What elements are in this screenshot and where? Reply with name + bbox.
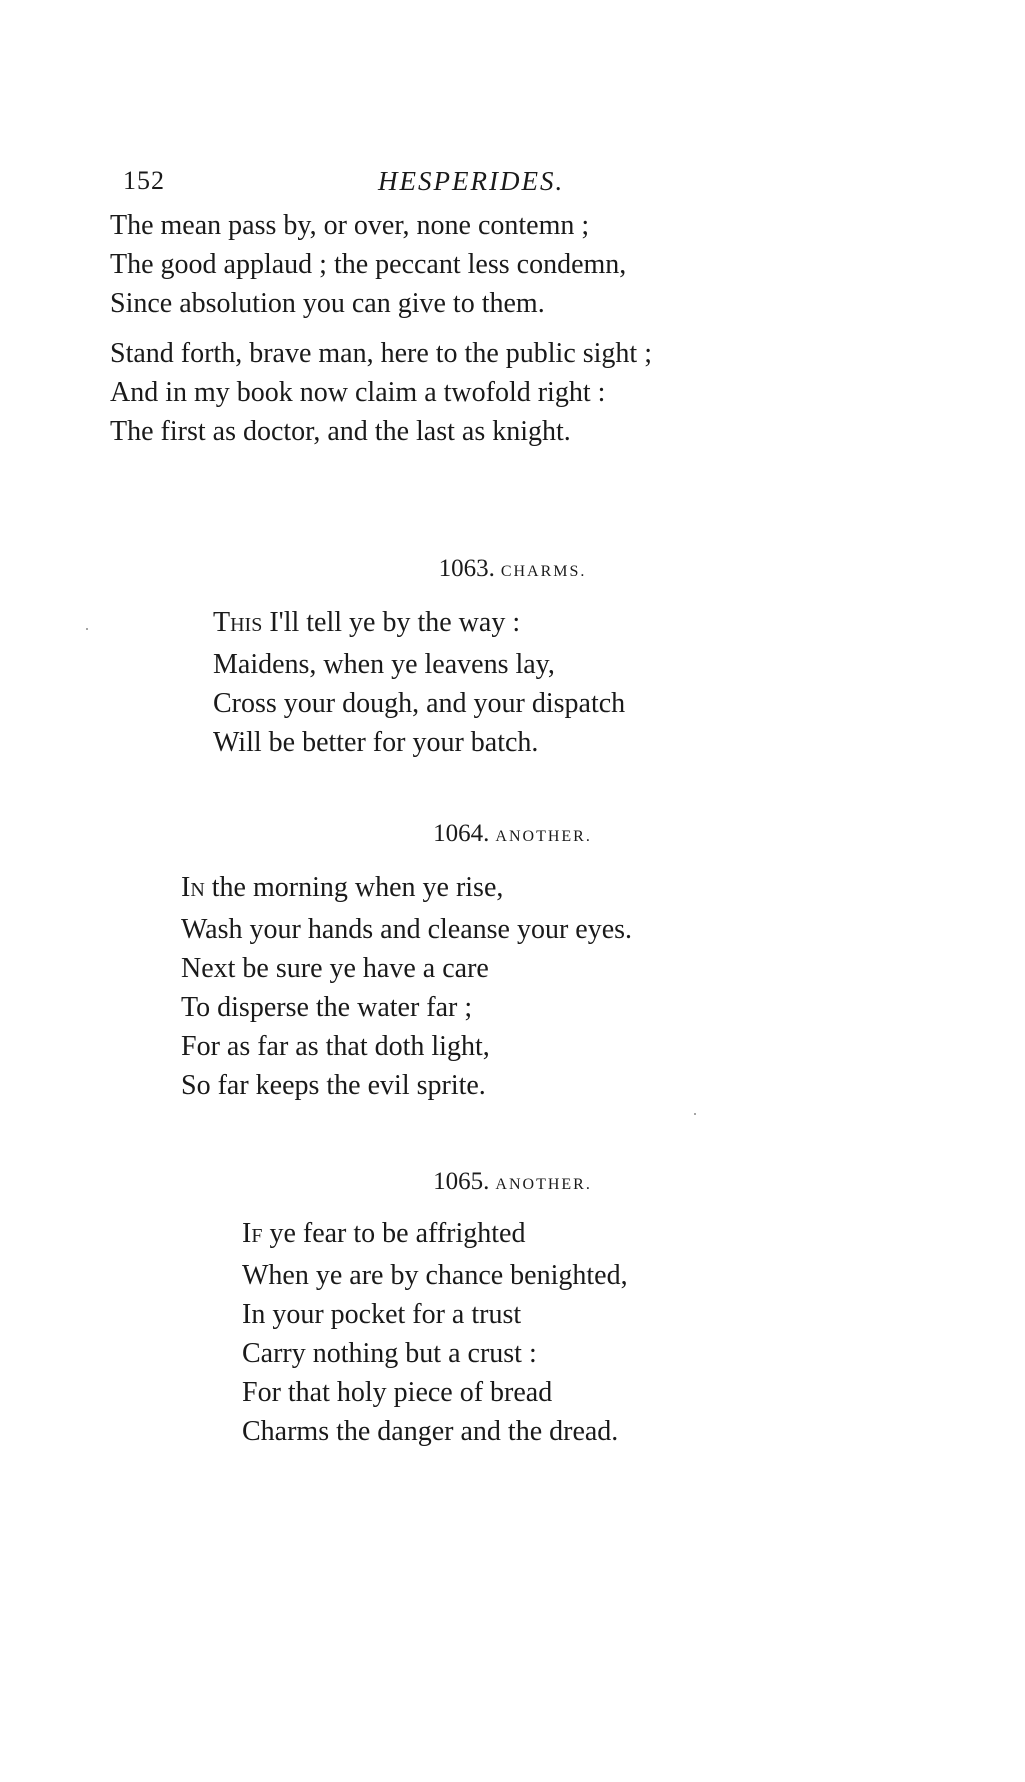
verse-line: Will be better for your batch. xyxy=(213,727,539,758)
verse-line: For as far as that doth light, xyxy=(181,1031,490,1062)
poem-title: ANOTHER. xyxy=(495,828,592,845)
first-line-text: the morning when ye rise, xyxy=(204,872,504,903)
first-line-text: I'll tell ye by the way : xyxy=(262,607,521,638)
poem-heading-1065 xyxy=(0,1168,1025,1196)
poem-heading-1063 xyxy=(0,555,1025,583)
first-line-text: ye fear to be affrighted xyxy=(262,1218,526,1249)
poem-number: 1065. xyxy=(433,1168,490,1195)
verse-line: Maidens, when ye leavens lay, xyxy=(213,649,555,680)
poem-heading-1064 xyxy=(0,820,1025,848)
continuation-stanza-1 xyxy=(110,206,626,323)
print-speck xyxy=(86,628,88,630)
book-title: HESPERIDES. xyxy=(378,166,565,196)
initial-word-rest: N xyxy=(190,879,205,901)
poem-title: ANOTHER. xyxy=(495,1176,592,1193)
verse-line: Charms the danger and the dread. xyxy=(242,1416,619,1447)
verse-line: For that holy piece of bread xyxy=(242,1377,553,1408)
poem-1063-body xyxy=(213,603,625,762)
initial-word-rest: F xyxy=(251,1225,263,1247)
initial-word-rest: HIS xyxy=(230,614,263,636)
verse-line-first xyxy=(181,868,632,910)
verse-line: When ye are by chance benighted, xyxy=(242,1260,628,1291)
poem-1065-body xyxy=(242,1214,628,1451)
verse-line: Since absolution you can give to them. xyxy=(110,288,545,319)
verse-line: And in my book now claim a twofold right : xyxy=(110,377,606,408)
verse-line: In your pocket for a trust xyxy=(242,1299,522,1330)
page-number: 152 xyxy=(123,166,165,195)
verse-line: Stand forth, brave man, here to the public sight ; xyxy=(110,338,652,369)
verse-line: The mean pass by, or over, none contemn ; xyxy=(110,210,590,241)
initial-letter: I xyxy=(181,872,191,903)
poem-number: 1064. xyxy=(433,820,490,847)
initial-letter: T xyxy=(213,607,231,638)
verse-line: To disperse the water far ; xyxy=(181,992,473,1023)
initial-letter: I xyxy=(242,1218,252,1249)
print-speck xyxy=(694,1113,696,1115)
verse-line: Wash your hands and cleanse your eyes. xyxy=(181,914,633,945)
poem-title: CHARMS. xyxy=(500,563,587,580)
verse-line-first xyxy=(242,1214,628,1256)
verse-line: So far keeps the evil sprite. xyxy=(181,1070,486,1101)
poem-number: 1063. xyxy=(438,555,495,582)
continuation-stanza-2 xyxy=(110,334,652,451)
verse-line: Carry nothing but a crust : xyxy=(242,1338,537,1369)
verse-line: Cross your dough, and your dispatch xyxy=(213,688,626,719)
verse-line: The good applaud ; the peccant less condemn, xyxy=(110,249,627,280)
poem-1064-body xyxy=(181,868,632,1105)
verse-line-first xyxy=(213,603,625,645)
running-head xyxy=(123,166,883,206)
verse-line: Next be sure ye have a care xyxy=(181,953,489,984)
verse-line: The first as doctor, and the last as knight. xyxy=(110,416,571,447)
